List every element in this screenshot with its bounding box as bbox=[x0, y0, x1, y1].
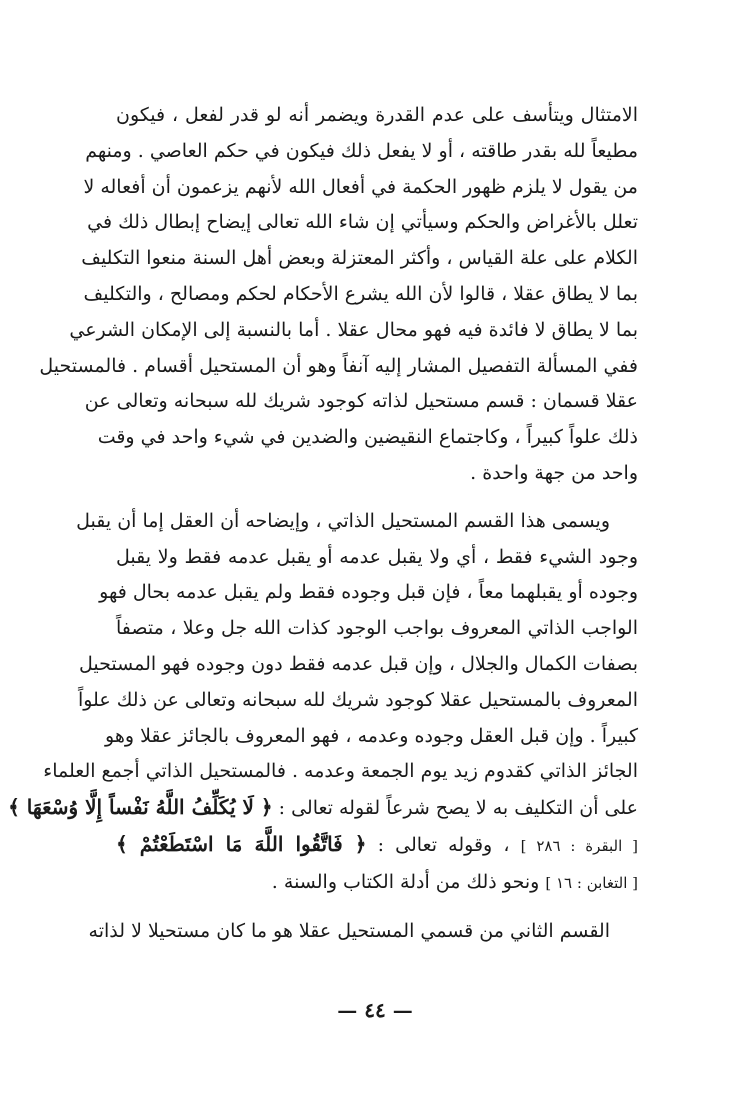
text-line: عقلا قسمان : قسم مستحيل لذاته كوجود شريك لله سبحانه وتعالى عن bbox=[84, 390, 638, 413]
line-text: على أن التكليف به لا يصح شرعاً لقوله تعالى : bbox=[278, 797, 638, 820]
quran-verse: ﴿ فَاتَّقُوا اللَّهَ مَا اسْتَطَعْتُمْ ﴾ bbox=[116, 831, 367, 856]
text-line: تعلل بالأغراض والحكم وسيأتي إن شاء الله تعالى إيضاح إبطال ذلك في bbox=[87, 211, 638, 234]
verse-reference: [ البقرة : ٢٨٦ ] bbox=[520, 836, 639, 855]
text-line: بصفات الكمال والجلال ، وإن قبل عدمه فقط دون وجوده فهو المستحيل bbox=[79, 652, 638, 675]
text-line bbox=[116, 865, 638, 902]
text-line: المعروف بالمستحيل عقلا كوجود شريك لله سبحانه وتعالى عن ذلك علواً bbox=[77, 688, 638, 711]
text-line bbox=[8, 790, 638, 827]
text-line: ويسمى هذا القسم المستحيل الذاتي ، وإيضاحه أن العقل إما أن يقبل bbox=[76, 509, 610, 532]
text-line: ذلك علواً كبيراً ، وكاجتماع النقيضين والضدين في شيء واحد في وقت bbox=[97, 426, 638, 449]
text-line: بما لا يطاق عقلا ، قالوا لأن الله يشرع الأحكام لحكم ومصالح ، والتكليف bbox=[83, 282, 638, 305]
text-line: وجود الشيء فقط ، أي ولا يقبل عدمه أو يقبل عدمه فقط ولا يقبل bbox=[116, 545, 638, 568]
text-line bbox=[116, 827, 638, 865]
text-line: من يقول لا يلزم ظهور الحكمة في أفعال الله لأنهم يزعمون أن أفعاله لا bbox=[83, 175, 638, 198]
text-line: كبيراً . وإن قبل العقل وجوده وعدمه ، فهو المعروف بالجائز عقلا وهو bbox=[105, 724, 638, 747]
text-line: الجائز الذاتي كقدوم زيد يوم الجمعة وعدمه . فالمستحيل الذاتي أجمع العلماء bbox=[43, 760, 638, 783]
paragraph-1 bbox=[39, 98, 638, 492]
line-text: ونحو ذلك من أدلة الكتاب والسنة . bbox=[271, 870, 540, 893]
text-line: وجوده أو يقبلهما معاً ، فإن قبل وجوده فقط ولم يقبل عدمه بحال فهو bbox=[99, 581, 638, 604]
text-line: الواجب الذاتي المعروف بواجب الوجود كذات الله جل وعلا ، متصفاً bbox=[116, 617, 638, 640]
text-line: مطيعاً لله بقدر طاقته ، أو لا يفعل ذلك فيكون في حكم العاصي . ومنهم bbox=[85, 139, 638, 162]
text-line: واحد من جهة واحدة . bbox=[470, 461, 638, 484]
text-line: ففي المسألة التفصيل المشار إليه آنفاً وهو أن المستحيل أقسام . فالمستحيل bbox=[39, 354, 638, 377]
text-line: الامتثال ويتأسف على عدم القدرة ويضمر أنه لو قدر لفعل ، فيكون bbox=[116, 104, 638, 126]
page-body bbox=[8, 98, 639, 949]
quran-verse: ﴿ لَا يُكَلِّفُ اللَّهُ نَفْساً إِلَّا وُسْعَهَا ﴾ bbox=[8, 795, 273, 820]
text-line: بما لا يطاق لا فائدة فيه فهو محال عقلا . أما بالنسبة إلى الإمكان الشرعي bbox=[69, 318, 638, 341]
text-line: الكلام على علة القياس ، وأكثر المعتزلة وبعض أهل السنة منعوا التكليف bbox=[81, 247, 638, 270]
text-line: القسم الثاني من قسمي المستحيل عقلا هو ما كان مستحيلا لا لذاته bbox=[88, 919, 610, 942]
paragraph-2 bbox=[8, 504, 639, 902]
line-text: ، وقوله تعالى : bbox=[377, 833, 510, 856]
verse-reference: [ التغابن : ١٦ ] bbox=[545, 873, 638, 892]
paragraph-3 bbox=[88, 914, 638, 950]
page-number: — ٤٤ — bbox=[337, 998, 413, 1022]
